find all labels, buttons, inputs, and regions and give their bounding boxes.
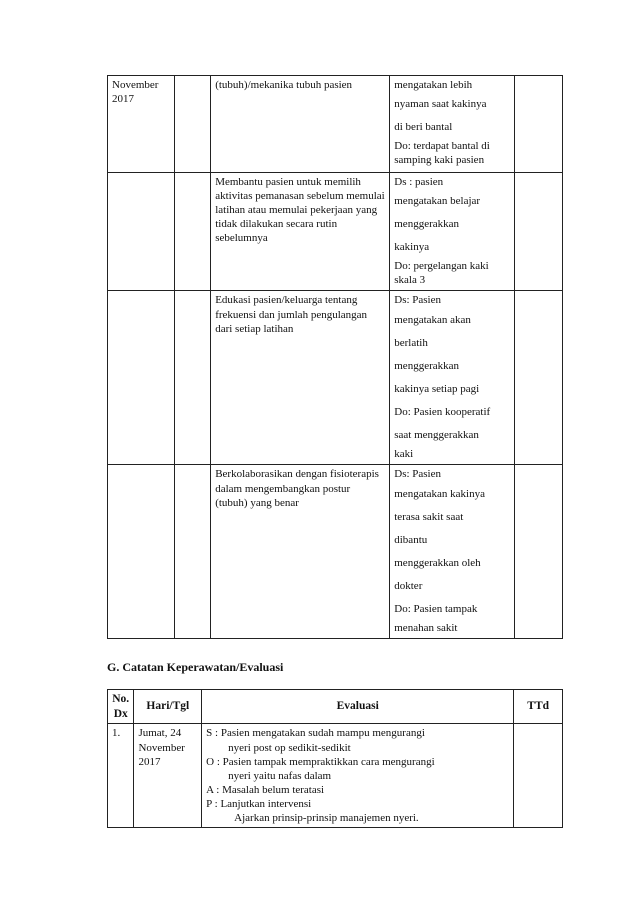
soap-p-cont: Ajarkan prinsip-prinsip manajemen nyeri. <box>234 811 419 824</box>
evaluation-cell <box>390 291 514 465</box>
header-sign: TTd <box>514 690 563 724</box>
action-cell: Edukasi pasien/keluarga tentang frekuensi dan jumlah pengulangan dari setiap latihan <box>211 291 390 465</box>
eval-line: Ds: Pasien <box>394 294 441 307</box>
header-date: Hari/Tgl <box>134 690 202 724</box>
table-row <box>108 291 563 465</box>
eval-line: berlatih <box>394 336 428 349</box>
eval-line: menggerakkan oleh <box>394 556 481 569</box>
soap-s-cont: nyeri post op sedikit-sedikit <box>228 741 351 754</box>
sign-cell <box>514 465 562 639</box>
eval-line: Do: terdapat bantal di samping kaki pasien <box>394 140 490 167</box>
eval-line: Do: Pasien kooperatif <box>394 405 491 418</box>
section-title: G. Catatan Keperawatan/Evaluasi <box>107 660 284 674</box>
table-row <box>108 173 563 291</box>
eval-line: mengatakan lebih <box>394 79 473 91</box>
table-header-row <box>108 690 563 724</box>
eval-line: Do: pergelangan kaki skala 3 <box>394 260 489 287</box>
eval-line: Do: Pasien tampak <box>394 602 478 615</box>
eval-line: di beri bantal <box>394 121 453 134</box>
sign-cell <box>514 291 562 465</box>
eval-line: menggerakkan <box>394 218 459 231</box>
eval-line: Ds : pasien <box>394 176 444 188</box>
soap-o-cont: nyeri yaitu nafas dalam <box>228 769 332 782</box>
eval-line: Ds: Pasien <box>394 468 441 481</box>
eval-line: saat menggerakkan <box>394 428 479 441</box>
evaluation-cell <box>390 76 514 173</box>
sign-cell <box>514 173 562 291</box>
implementation-table <box>107 75 563 639</box>
header-evaluation: Evaluasi <box>202 690 514 724</box>
eval-line: dokter <box>394 579 423 592</box>
sign-cell <box>514 724 563 828</box>
evaluation-cell <box>390 173 514 291</box>
date-cell <box>108 173 175 291</box>
date-cell <box>108 291 175 465</box>
eval-line: mengatakan belajar <box>394 195 481 208</box>
action-cell: Membantu pasien untuk memilih aktivitas pemanasan sebelum memulai latihan atau memulai pekerjaan yang tidak dilakukan secara rutin sebelumnya <box>211 173 390 291</box>
soap-p-line: P : Lanjutkan intervensi <box>206 797 312 810</box>
eval-line: menahan sakit <box>394 622 458 635</box>
eval-line: menggerakkan <box>394 359 459 372</box>
action-cell: (tubuh)/mekanika tubuh pasien <box>211 76 390 173</box>
sign-cell <box>514 76 562 173</box>
soap-cell <box>202 724 514 828</box>
table-row <box>108 76 563 173</box>
date-cell: Jumat, 24 November 2017 <box>134 724 202 828</box>
table-row <box>108 724 563 828</box>
soap-a-line: A : Masalah belum teratasi <box>206 783 325 796</box>
empty-cell <box>175 173 211 291</box>
eval-line: dibantu <box>394 533 428 546</box>
eval-line: nyaman saat kakinya <box>394 98 487 111</box>
eval-line: terasa sakit saat <box>394 510 464 523</box>
action-cell: Berkolaborasikan dengan fisioterapis dalam mengembangkan postur (tubuh) yang benar <box>211 465 390 639</box>
eval-line: kaki <box>394 448 414 461</box>
eval-line: mengatakan kakinya <box>394 487 485 500</box>
evaluation-table <box>107 689 563 828</box>
evaluation-cell <box>390 465 514 639</box>
header-no-dx: No. Dx <box>108 690 134 724</box>
eval-line: kakinya <box>394 241 430 254</box>
empty-cell <box>175 76 211 173</box>
soap-o-line: O : Pasien tampak mempraktikkan cara mengurangi <box>206 755 435 768</box>
date-cell: November 2017 <box>108 76 175 173</box>
no-dx-cell: 1. <box>108 724 134 828</box>
eval-line: mengatakan akan <box>394 313 471 326</box>
eval-line: kakinya setiap pagi <box>394 382 480 395</box>
soap-s-line: S : Pasien mengatakan sudah mampu mengurangi <box>206 727 425 740</box>
empty-cell <box>175 291 211 465</box>
table-row <box>108 465 563 639</box>
date-cell <box>108 465 175 639</box>
empty-cell <box>175 465 211 639</box>
